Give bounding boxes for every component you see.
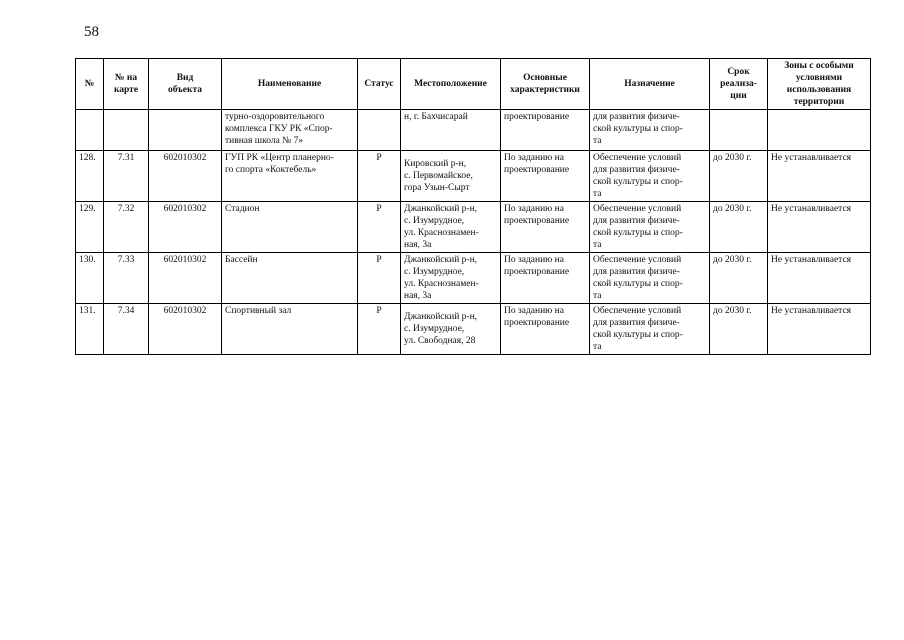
objects-table	[75, 58, 871, 355]
cell-num	[76, 110, 104, 151]
cell-location: Джанкойский р-н, с. Изумрудное, ул. Краснознамен- ная, 3а	[401, 253, 501, 304]
header-name: Наименование	[222, 59, 358, 110]
cell-zones: Не устанавливается	[768, 151, 871, 202]
cell-location: Джанкойский р-н, с. Изумрудное, ул. Свободная, 28	[401, 304, 501, 355]
cell-characteristics: По заданию на проектирование	[501, 253, 590, 304]
cell-map: 7.31	[104, 151, 149, 202]
cell-characteristics: проектирование	[501, 110, 590, 151]
cell-status: Р	[358, 304, 401, 355]
cell-name: Спортивный зал	[222, 304, 358, 355]
cell-map: 7.32	[104, 202, 149, 253]
cell-map: 7.34	[104, 304, 149, 355]
cell-purpose: для развития физиче- ской культуры и спор- та	[590, 110, 710, 151]
cell-zones: Не устанавливается	[768, 253, 871, 304]
cell-name: турно-оздоровительного комплекса ГКУ РК «Спор- тивная школа № 7»	[222, 110, 358, 151]
cell-purpose: Обеспечение условий для развития физиче- ской культуры и спор- та	[590, 253, 710, 304]
cell-purpose: Обеспечение условий для развития физиче- ской культуры и спор- та	[590, 202, 710, 253]
cell-type: 602010302	[149, 253, 222, 304]
cell-type: 602010302	[149, 202, 222, 253]
cell-term: до 2030 г.	[710, 253, 768, 304]
header-status: Статус	[358, 59, 401, 110]
table-row	[76, 202, 871, 253]
cell-purpose: Обеспечение условий для развития физиче- ской культуры и спор- та	[590, 151, 710, 202]
cell-map: 7.33	[104, 253, 149, 304]
table-row	[76, 304, 871, 355]
cell-zones: Не устанавливается	[768, 304, 871, 355]
cell-location: Джанкойский р-н, с. Изумрудное, ул. Краснознамен- ная, 3а	[401, 202, 501, 253]
cell-characteristics: По заданию на проектирование	[501, 151, 590, 202]
header-term: Срок реализа- ции	[710, 59, 768, 110]
cell-name: ГУП РК «Центр планерно- го спорта «Коктебель»	[222, 151, 358, 202]
cell-term	[710, 110, 768, 151]
cell-status: Р	[358, 202, 401, 253]
cell-type: 602010302	[149, 151, 222, 202]
header-characteristics: Основные характеристики	[501, 59, 590, 110]
cell-zones	[768, 110, 871, 151]
cell-term: до 2030 г.	[710, 304, 768, 355]
cell-purpose: Обеспечение условий для развития физиче- ской культуры и спор- та	[590, 304, 710, 355]
cell-name: Стадион	[222, 202, 358, 253]
cell-zones: Не устанавливается	[768, 202, 871, 253]
header-map: № на карте	[104, 59, 149, 110]
cell-type: 602010302	[149, 304, 222, 355]
table-header-row	[76, 59, 871, 110]
table-row	[76, 253, 871, 304]
header-num: №	[76, 59, 104, 110]
header-location: Местоположение	[401, 59, 501, 110]
cell-location: Кировский р-н, с. Первомайское, гора Узын-Сырт	[401, 151, 501, 202]
header-zones: Зоны с особыми условиями использования территории	[768, 59, 871, 110]
page-number: 58	[84, 24, 99, 40]
cell-num: 131.	[76, 304, 104, 355]
header-type: Вид объекта	[149, 59, 222, 110]
cell-status: Р	[358, 253, 401, 304]
cell-characteristics: По заданию на проектирование	[501, 202, 590, 253]
cell-num: 128.	[76, 151, 104, 202]
cell-term: до 2030 г.	[710, 151, 768, 202]
cell-type	[149, 110, 222, 151]
cell-location: н, г. Бахчисарай	[401, 110, 501, 151]
table-row	[76, 151, 871, 202]
table-row-continuation	[76, 110, 871, 151]
header-purpose: Назначение	[590, 59, 710, 110]
cell-term: до 2030 г.	[710, 202, 768, 253]
cell-status: Р	[358, 151, 401, 202]
cell-map	[104, 110, 149, 151]
cell-characteristics: По заданию на проектирование	[501, 304, 590, 355]
cell-name: Бассейн	[222, 253, 358, 304]
cell-num: 130.	[76, 253, 104, 304]
cell-status	[358, 110, 401, 151]
cell-num: 129.	[76, 202, 104, 253]
